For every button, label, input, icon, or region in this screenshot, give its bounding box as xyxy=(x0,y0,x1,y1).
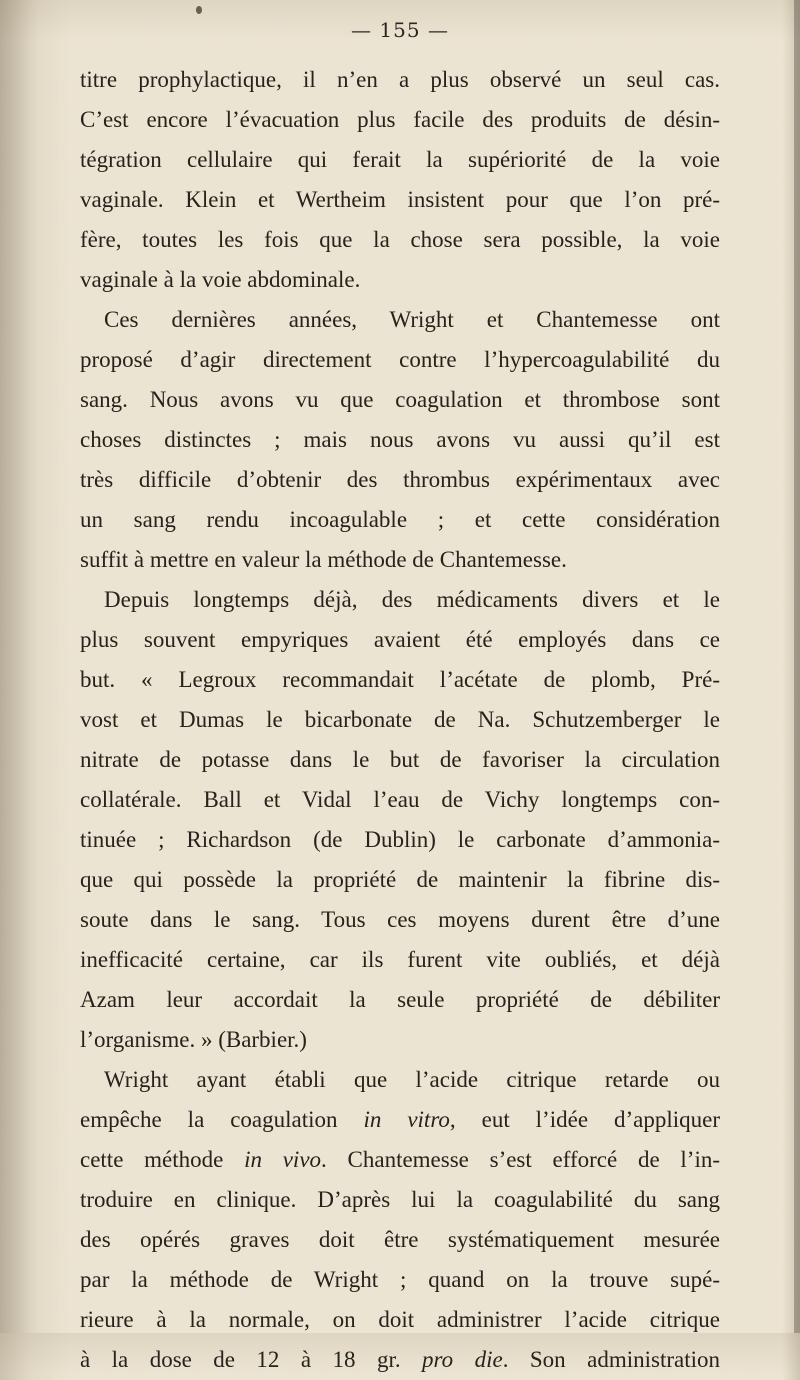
page-number: — 155 — xyxy=(351,18,449,42)
text-run: choses distinctes ; mais nous avons vu aussi qu’il est xyxy=(80,427,720,452)
text-line xyxy=(80,1340,720,1380)
text-run: empêche la coagulation xyxy=(80,1107,364,1132)
text-line xyxy=(80,780,720,820)
text-line xyxy=(80,1260,720,1300)
text-run: vost et Dumas le bicarbonate de Na. Schutzemberger le xyxy=(80,707,720,732)
text-line xyxy=(80,660,720,700)
text-line xyxy=(80,260,720,300)
text-run: vaginale à la voie abdominale. xyxy=(80,267,361,292)
text-run: fère, toutes les fois que la chose sera possible, la voie xyxy=(80,227,720,252)
text-line xyxy=(80,180,720,220)
text-run: rieure à la normale, on doit administrer l’acide citrique xyxy=(80,1307,720,1332)
text-line xyxy=(80,620,720,660)
text-line xyxy=(80,860,720,900)
text-run: proposé d’agir directement contre l’hypercoagulabilité du xyxy=(80,347,720,372)
text-run: inefficacité certaine, car ils furent vite oubliés, et déjà xyxy=(80,947,720,972)
text-line xyxy=(80,580,720,620)
text-run: cette méthode xyxy=(80,1147,245,1172)
text-run: très difficile d’obtenir des thrombus expérimentaux avec xyxy=(80,467,720,492)
text-line xyxy=(80,1060,720,1100)
text-line xyxy=(80,1220,720,1260)
text-run: Depuis longtemps déjà, des médicaments divers et le xyxy=(104,587,720,612)
text-run: à la dose de 12 à 18 gr. xyxy=(80,1347,423,1372)
text-run: C’est encore l’évacuation plus facile des produits de désin- xyxy=(80,107,720,132)
text-run: que qui possède la propriété de maintenir la fibrine dis- xyxy=(80,867,720,892)
text-line xyxy=(80,500,720,540)
text-run: des opérés graves doit être systématiquement mesurée xyxy=(80,1227,720,1252)
italic-text: pro die xyxy=(422,1347,503,1372)
text-run: soute dans le sang. Tous ces moyens durent être d’une xyxy=(80,907,720,932)
text-line xyxy=(80,140,720,180)
text-line xyxy=(80,460,720,500)
text-run: un sang rendu incoagulable ; et cette considération xyxy=(80,507,720,532)
text-line xyxy=(80,980,720,1020)
text-run: Azam leur accordait la seule propriété de débiliter xyxy=(80,987,720,1012)
italic-text: in vitro xyxy=(363,1107,450,1132)
ink-speck xyxy=(196,6,202,14)
text-line xyxy=(80,100,720,140)
text-line xyxy=(80,900,720,940)
text-run: par la méthode de Wright ; quand on la trouve supé- xyxy=(80,1267,720,1292)
text-run: tinuée ; Richardson (de Dublin) le carbonate d’ammonia- xyxy=(80,827,720,852)
page-edge xyxy=(794,0,800,1333)
text-line xyxy=(80,1180,720,1220)
text-run: troduire en clinique. D’après lui la coagulabilité du sang xyxy=(80,1187,720,1212)
text-line xyxy=(80,300,720,340)
text-line xyxy=(80,220,720,260)
page-header xyxy=(0,18,800,42)
text-run: but. « Legroux recommandait l’acétate de plomb, Pré- xyxy=(80,667,720,692)
page-spine-shadow xyxy=(0,0,40,1333)
italic-text: in vivo xyxy=(244,1147,322,1172)
text-line xyxy=(80,60,720,100)
text-run: nitrate de potasse dans le but de favoriser la circulation xyxy=(80,747,720,772)
text-run: suffit à mettre en valeur la méthode de Chantemesse. xyxy=(80,547,567,572)
text-line xyxy=(80,420,720,460)
text-line xyxy=(80,740,720,780)
text-line xyxy=(80,340,720,380)
text-line xyxy=(80,1100,720,1140)
text-run: sang. Nous avons vu que coagulation et thrombose sont xyxy=(80,387,720,412)
text-run: , eut l’idée d’appliquer xyxy=(449,1107,720,1132)
text-line xyxy=(80,1140,720,1180)
text-line xyxy=(80,1300,720,1340)
text-line xyxy=(80,380,720,420)
text-run: collatérale. Ball et Vidal l’eau de Vichy longtemps con- xyxy=(80,787,720,812)
text-run: . Chantemesse s’est efforcé de l’in- xyxy=(321,1147,720,1172)
text-run: tégration cellulaire qui ferait la supériorité de la voie xyxy=(80,147,720,172)
text-line xyxy=(80,940,720,980)
text-run: . Son administration xyxy=(502,1347,720,1372)
text-run: Wright ayant établi que l’acide citrique retarde ou xyxy=(104,1067,720,1092)
text-line xyxy=(80,540,720,580)
text-run: Ces dernières années, Wright et Chantemesse ont xyxy=(104,307,720,332)
text-line xyxy=(80,820,720,860)
text-run: l’organisme. » (Barbier.) xyxy=(80,1027,307,1052)
text-line xyxy=(80,700,720,740)
text-run: titre prophylactique, il n’en a plus observé un seul cas. xyxy=(80,67,720,92)
text-run: vaginale. Klein et Wertheim insistent pour que l’on pré- xyxy=(80,187,720,212)
text-run: plus souvent empyriques avaient été employés dans ce xyxy=(80,627,720,652)
body-text xyxy=(80,60,720,1380)
text-line xyxy=(80,1020,720,1060)
